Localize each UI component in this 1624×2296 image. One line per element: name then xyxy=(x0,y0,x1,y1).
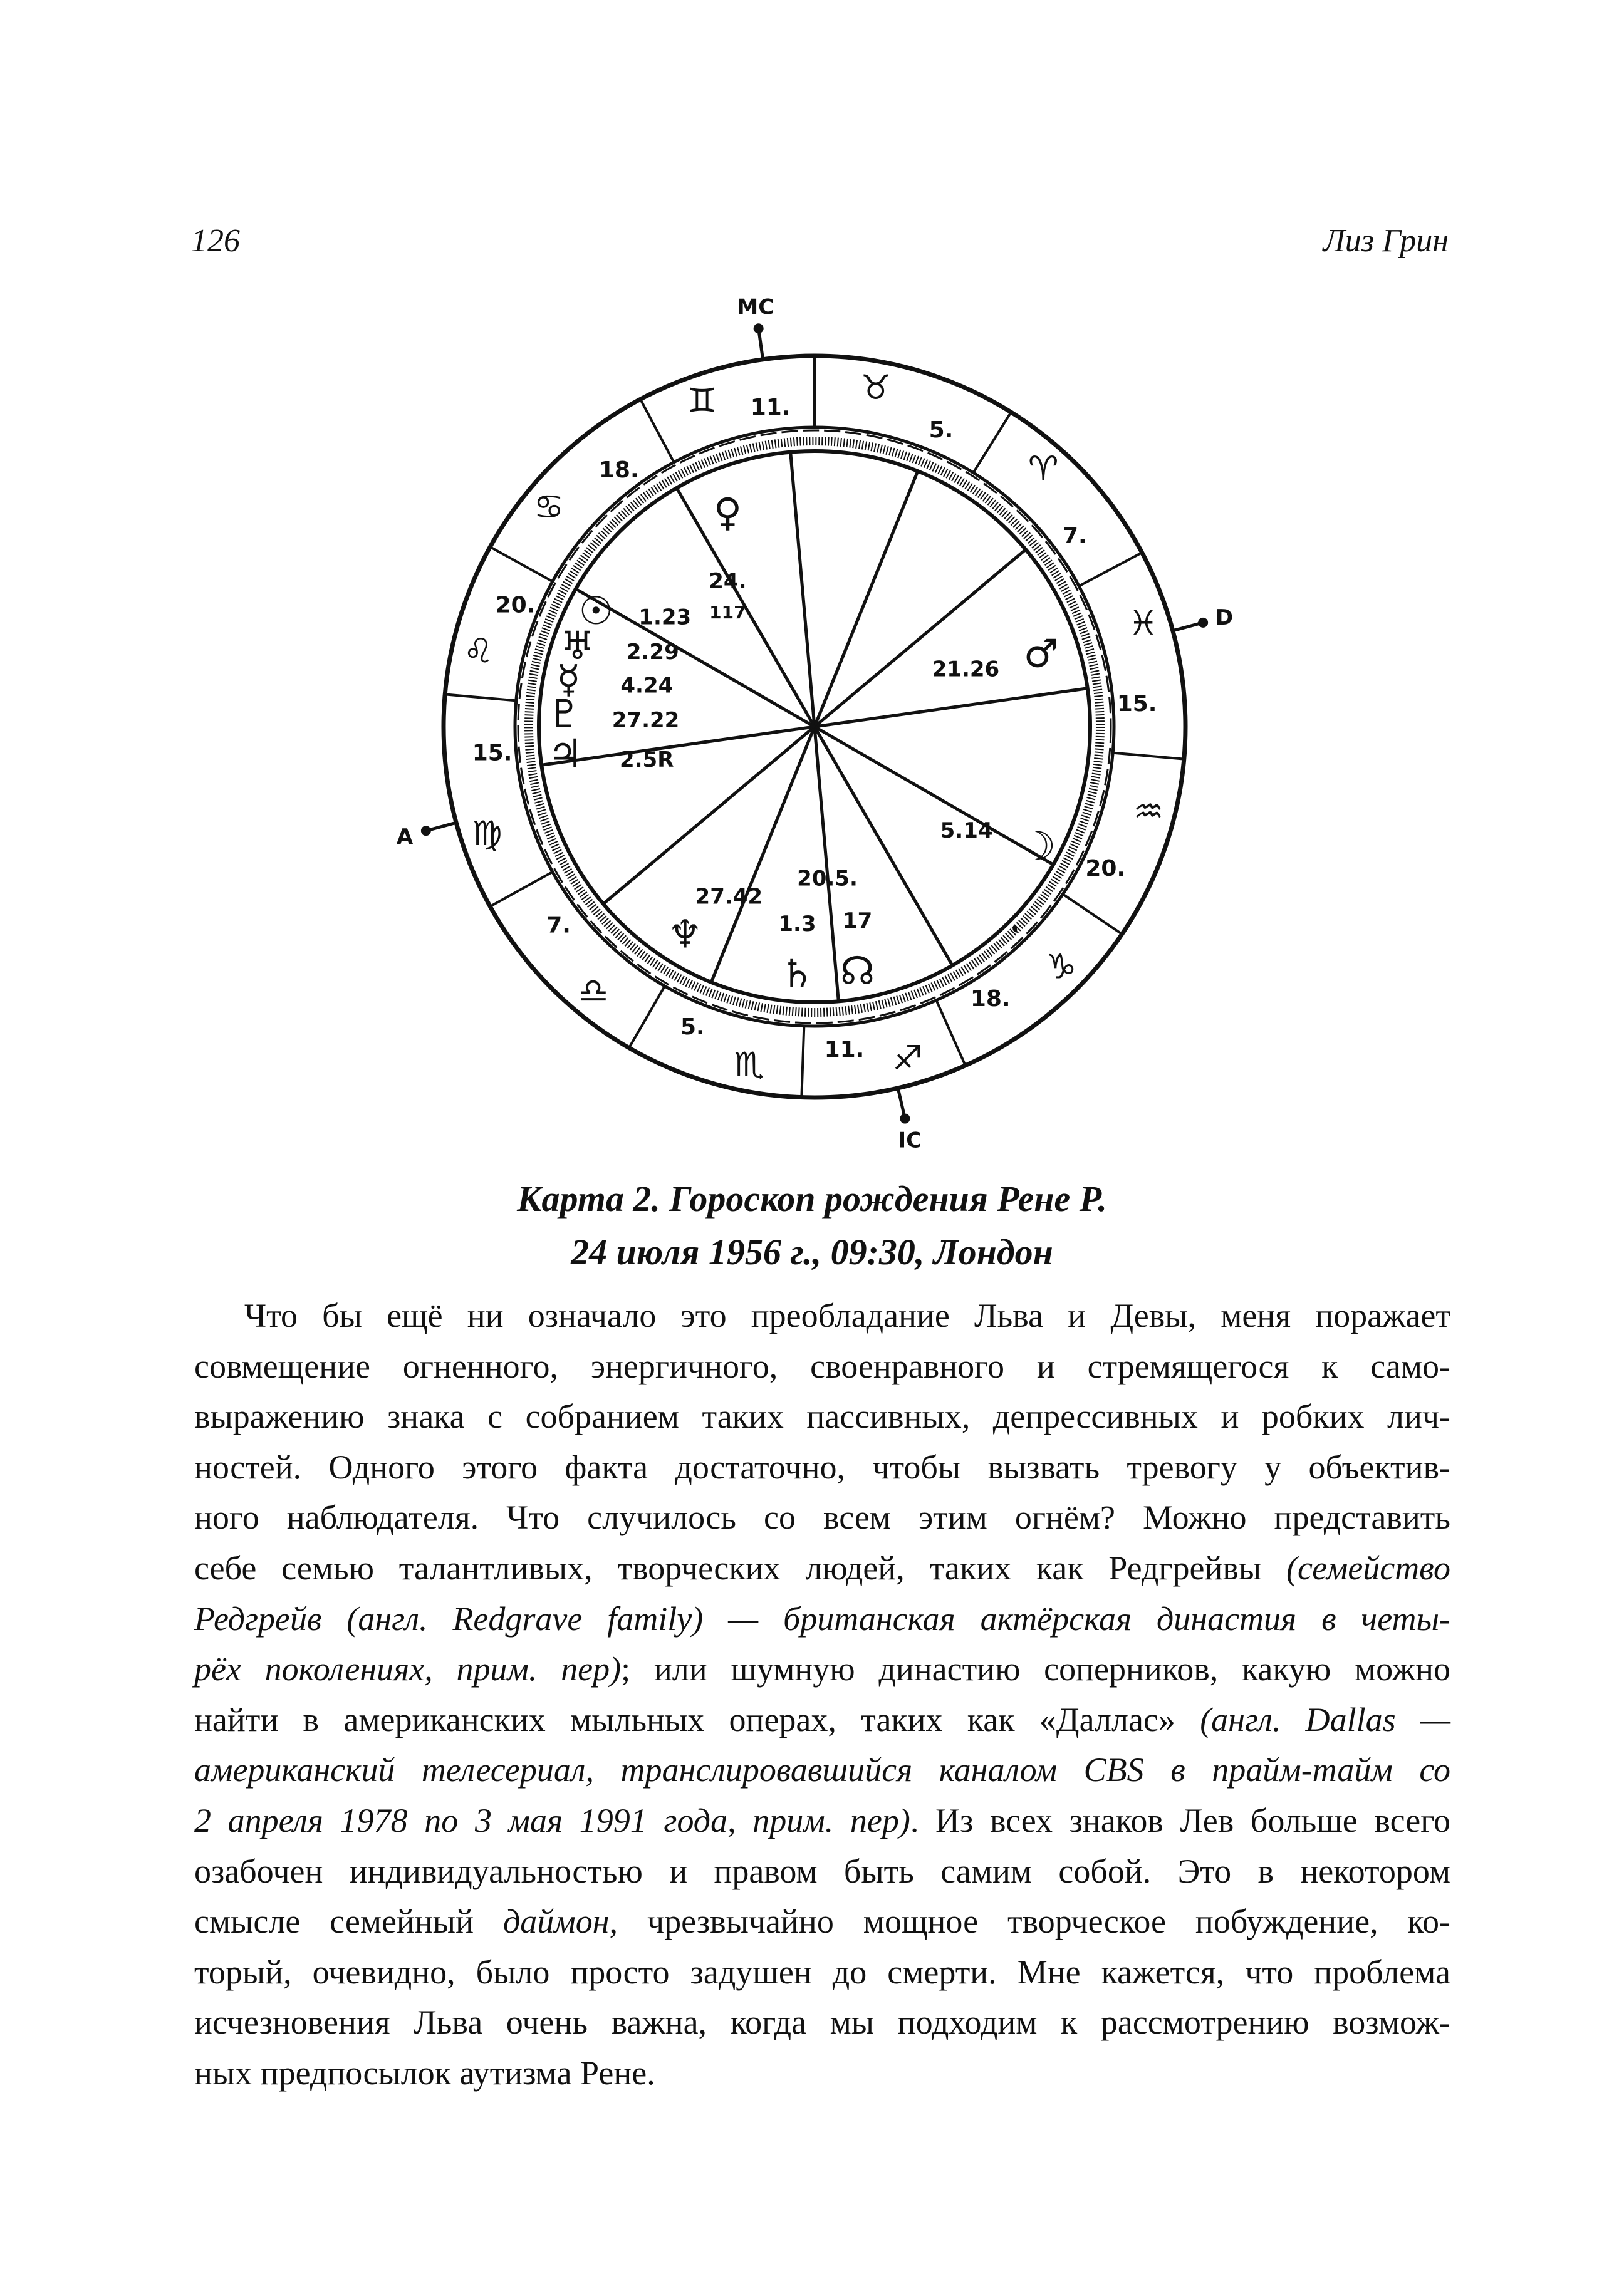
house-cusp-line xyxy=(815,727,952,965)
text-run: найти в американских мыльных операх, таких как «Даллас» xyxy=(194,1700,1200,1738)
text-line xyxy=(194,1543,1450,1594)
house-cusp-line xyxy=(791,452,815,727)
mars-position-label: 21.26 xyxy=(932,657,1000,682)
text-line xyxy=(194,1291,1450,1341)
capricorn-sign-icon: ♑ xyxy=(1046,947,1077,987)
mercury-icon: ☿ xyxy=(556,656,581,702)
italic-note: (англ. Dallas — xyxy=(1200,1700,1450,1738)
cusp-degree-label: 18. xyxy=(598,457,639,484)
asc-label: A xyxy=(396,824,414,850)
neptune-icon: ♆ xyxy=(667,911,703,957)
venus-icon: ♀ xyxy=(713,489,742,535)
text-run: совмещение огненного, энергичного, своенравного и стремящегося к само- xyxy=(194,1347,1450,1385)
chart-caption-subtitle: 24 июля 1956 г., 09:30, Лондон xyxy=(571,1232,1053,1272)
page-number: 126 xyxy=(191,223,240,259)
cusp-degree-label: 7. xyxy=(1062,522,1087,549)
cusp-degree-label: 15. xyxy=(472,740,513,766)
cusp-degree-label: 20. xyxy=(495,592,536,618)
sign-divider xyxy=(490,872,553,906)
cusp-degree-label: 11. xyxy=(824,1036,865,1062)
text-line xyxy=(194,1846,1450,1897)
mc-label: MC xyxy=(737,294,774,320)
venus-position-label: 24. xyxy=(709,568,747,594)
text-run: выражению знака с собранием таких пассивных, депрессивных и робких лич- xyxy=(194,1398,1450,1436)
body-paragraph xyxy=(194,1291,1450,2099)
text-run: ного наблюдателя. Что случилось со всем этим огнём? Можно представить xyxy=(194,1499,1450,1537)
text-line xyxy=(194,1442,1450,1493)
italic-note: даймон xyxy=(502,1903,610,1941)
house-cusp-line xyxy=(815,471,918,727)
text-run: торый, очевидно, было просто задушен до смерти. Мне кажется, что проблема xyxy=(194,1953,1450,1991)
jupiter-icon: ♃ xyxy=(548,730,583,776)
saturn-icon: ♄ xyxy=(779,951,815,997)
italic-note: рёх поколениях, прим. пер) xyxy=(194,1650,622,1688)
text-run: . Из всех знаков Лев больше всего xyxy=(910,1801,1451,1839)
sign-divider xyxy=(490,547,553,581)
sign-divider xyxy=(445,694,516,700)
text-run: озабочен индивидуальностью и правом быть самим собой. Это в некотором xyxy=(194,1852,1450,1890)
house-cusp-line xyxy=(711,727,815,982)
aries-sign-icon: ♈ xyxy=(1028,449,1059,489)
sagittarius-sign-icon: ♐ xyxy=(892,1038,923,1078)
scorpio-sign-icon: ♏ xyxy=(734,1044,764,1084)
sign-divider xyxy=(640,399,674,462)
cusp-degree-label: 5. xyxy=(680,1014,705,1040)
mercury-position-label: 4.24 xyxy=(620,673,674,699)
text-line xyxy=(194,1997,1450,2048)
house-cusp-line xyxy=(815,727,838,1001)
running-header-author: Лиз Грин xyxy=(1323,223,1449,259)
saturn-position-label: 1.3 xyxy=(778,912,816,937)
moon-icon: ☽ xyxy=(1021,823,1056,870)
text-line xyxy=(194,1492,1450,1543)
text-line xyxy=(194,2048,1450,2099)
cusp-degree-label: 15. xyxy=(1116,690,1157,717)
cusp-degree-label: 11. xyxy=(750,394,791,420)
sign-divider xyxy=(801,1026,804,1098)
pluto-position-label: 27.22 xyxy=(612,708,680,734)
cusp-degree-label: 20. xyxy=(1085,856,1126,882)
chart-caption-title: Карта 2. Гороскоп рождения Рене Р. xyxy=(517,1178,1107,1219)
sign-divider xyxy=(629,986,665,1048)
text-run: себе семью талантливых, творческих людей, таких как Редгрейвы xyxy=(194,1549,1287,1587)
sign-divider xyxy=(936,1000,965,1066)
uranus-icon: ♅ xyxy=(560,622,595,668)
text-line xyxy=(194,1594,1450,1644)
italic-note: Редгрейв (англ. Redgrave family) — британская актёрская династия в четы- xyxy=(194,1599,1450,1638)
sign-divider xyxy=(1079,553,1142,586)
virgo-sign-icon: ♍ xyxy=(472,814,502,854)
ic-label: IC xyxy=(898,1128,922,1153)
ic-arrow-head xyxy=(900,1114,910,1124)
venus-sublabel: 117 xyxy=(709,601,746,623)
leo-sign-icon: ♌ xyxy=(463,631,494,671)
mars-icon: ♂ xyxy=(1023,630,1059,677)
text-line xyxy=(194,1947,1450,1998)
cancer-sign-icon: ♋ xyxy=(533,487,565,527)
natal-chart-wheel xyxy=(376,294,1253,1190)
dsc-label: D xyxy=(1215,605,1234,630)
asc-arrow-head xyxy=(421,826,431,836)
text-line xyxy=(194,1391,1450,1442)
taurus-sign-icon: ♉ xyxy=(860,367,891,407)
text-run: ностей. Одного этого факта достаточно, чтобы вызвать тревогу у объектив- xyxy=(194,1448,1450,1486)
jupiter-position-label: 2.5R xyxy=(619,747,674,772)
house-cusp-line xyxy=(815,727,1053,865)
text-run: , чрезвычайно мощное творческое побуждение, ко- xyxy=(609,1903,1450,1941)
cusp-degree-label: 7. xyxy=(546,912,571,938)
text-line xyxy=(194,1644,1450,1695)
italic-note: американский телесериал, транслировавшийся каналом CBS в прайм-тайм со xyxy=(194,1751,1450,1789)
text-run: ных предпосылок аутизма Рене. xyxy=(194,2054,655,2092)
italic-note: (семейство xyxy=(1286,1549,1450,1587)
moon-group-position-label: 20.5. xyxy=(797,866,858,891)
sun-position-label: 1.23 xyxy=(638,605,692,630)
mc-arrow-head xyxy=(754,323,764,333)
sign-divider xyxy=(1063,894,1122,934)
text-line xyxy=(194,1896,1450,1947)
pluto-icon: ♇ xyxy=(546,691,582,737)
text-run: смысле семейный xyxy=(194,1903,503,1941)
sign-divider xyxy=(1113,753,1184,759)
sun-icon: ☉ xyxy=(578,588,614,634)
text-run: ; или шумную династию соперников, какую можно xyxy=(621,1650,1450,1688)
neptune-position-label: 27.42 xyxy=(695,884,763,910)
text-line xyxy=(194,1695,1450,1745)
natal-chart-svg xyxy=(376,294,1253,1190)
aquarius-sign-icon: ♒ xyxy=(1133,791,1164,831)
gemini-sign-icon: ♊ xyxy=(687,381,717,421)
cusp-degree-label: 18. xyxy=(970,985,1011,1012)
uranus-position-label: 2.29 xyxy=(626,639,679,665)
north-node-position-label: 17 xyxy=(842,908,873,933)
text-line xyxy=(194,1745,1450,1795)
north-node-icon: ☊ xyxy=(840,947,875,994)
moon-position-label: 5.14 xyxy=(940,818,993,844)
text-run: Что бы ещё ни означало это преобладание Льва и Девы, меня поражает xyxy=(244,1297,1450,1334)
sign-divider xyxy=(973,412,1011,473)
cusp-degree-label: 5. xyxy=(929,417,954,444)
libra-sign-icon: ♎ xyxy=(578,970,609,1010)
text-run: исчезновения Льва очень важна, когда мы подходим к рассмотрению возмож- xyxy=(194,2003,1450,2042)
dsc-arrow-head xyxy=(1198,618,1208,628)
italic-note: 2 апреля 1978 по 3 мая 1991 года, прим. пер) xyxy=(194,1801,910,1839)
text-line xyxy=(194,1341,1450,1392)
text-line xyxy=(194,1795,1450,1846)
pisces-sign-icon: ♓ xyxy=(1128,603,1158,643)
